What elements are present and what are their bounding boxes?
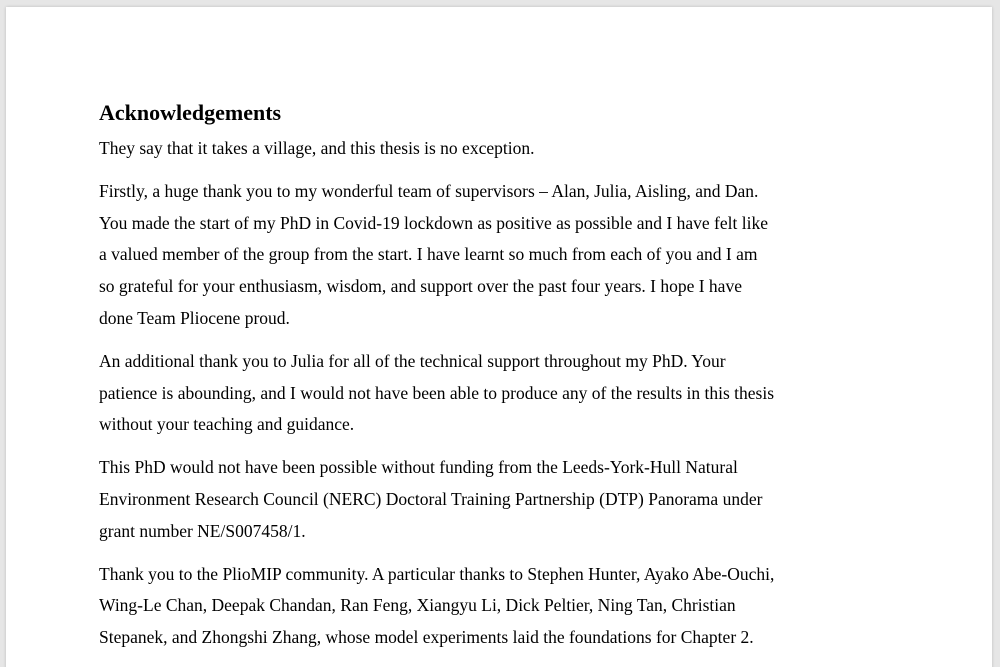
document-page [6, 7, 992, 667]
text-line: without your teaching and guidance. [99, 414, 355, 435]
text-line: They say that it takes a village, and this thesis is no exception. [99, 138, 535, 158]
text-line: a valued member of the group from the start. I have learnt so much from each of you and I am [99, 244, 758, 265]
text-line: Environment Research Council (NERC) Doctoral Training Partnership (DTP) Panorama under [99, 488, 763, 509]
text-line: Thank you to the PlioMIP community. A particular thanks to Stephen Hunter, Ayako Abe-Ouchi, [99, 563, 775, 584]
text-line: patience is abounding, and I would not have been able to produce any of the results in this thesis [99, 382, 775, 403]
paragraph-intro [99, 133, 819, 165]
text-line: This PhD would not have been possible without funding from the Leeds-York-Hull Natural [99, 457, 738, 478]
paragraph-supervisors [99, 176, 819, 335]
text-line: done Team Pliocene proud. [99, 307, 290, 328]
text-line: Stepanek, and Zhongshi Zhang, whose model experiments laid the foundations for Chapter 2. [99, 627, 754, 648]
page-heading: Acknowledgements [99, 100, 282, 125]
paragraph-funding [99, 452, 819, 547]
text-line: so grateful for your enthusiasm, wisdom, and support over the past four years. I hope I have [99, 276, 742, 297]
page-content [99, 99, 819, 665]
paragraph-pliomip [99, 559, 819, 654]
text-line: Wing-Le Chan, Deepak Chandan, Ran Feng, Xiangyu Li, Dick Peltier, Ning Tan, Christian [99, 595, 736, 616]
text-line: You made the start of my PhD in Covid-19 lockdown as positive as possible and I have felt like [99, 212, 768, 233]
paragraph-technical-support [99, 346, 819, 441]
text-line: An additional thank you to Julia for all of the technical support throughout my PhD. Your [99, 350, 726, 371]
text-line: Firstly, a huge thank you to my wonderful team of supervisors – Alan, Julia, Aisling, and Dan. [99, 180, 759, 201]
text-line: grant number NE/S007458/1. [99, 520, 306, 541]
